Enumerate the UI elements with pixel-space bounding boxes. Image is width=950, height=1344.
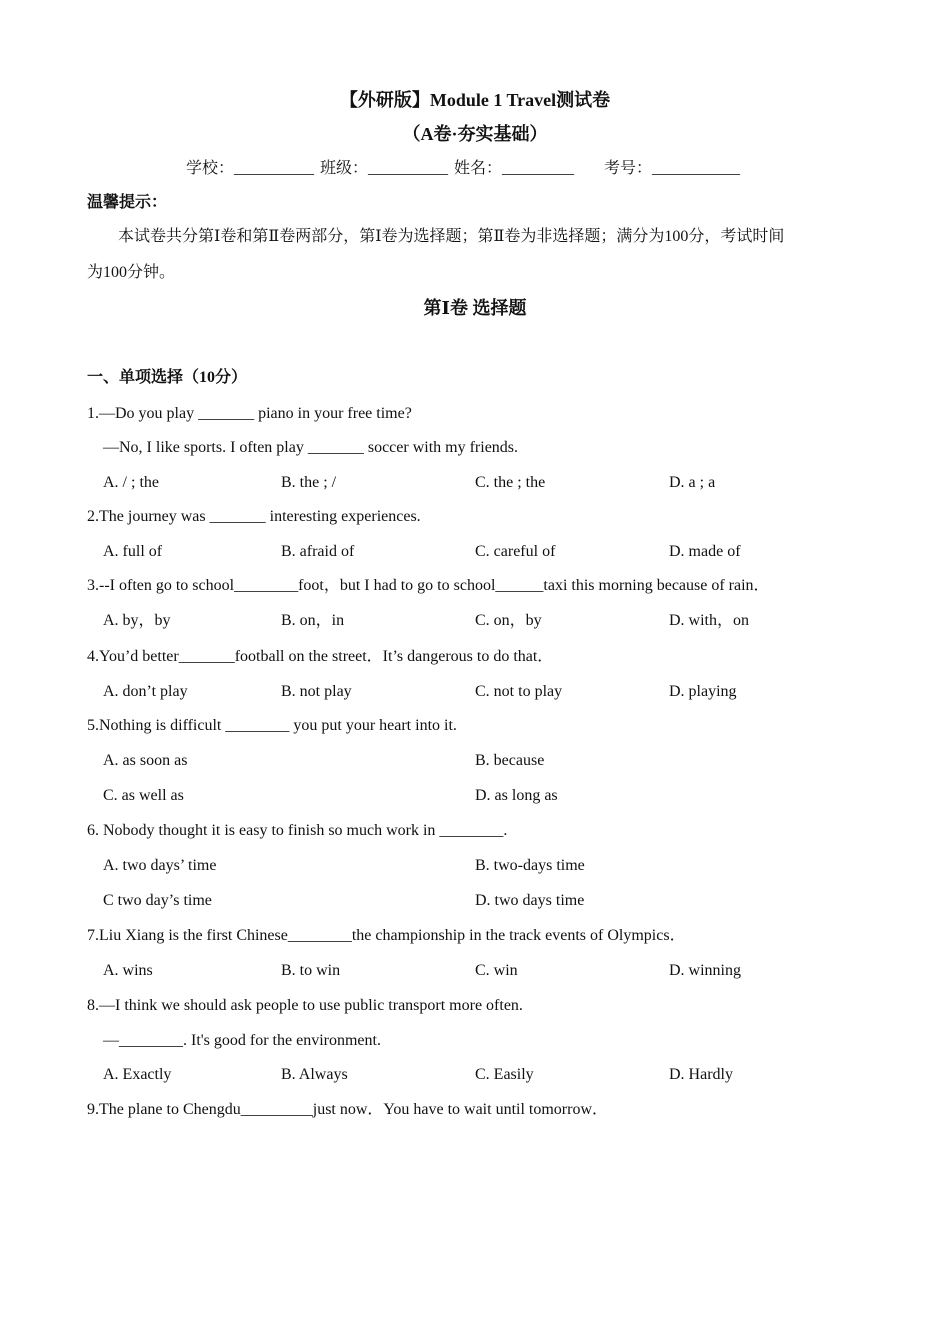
question-8-option-a[interactable]: A. Exactly xyxy=(103,1066,172,1083)
class-field: 班级：__________ xyxy=(320,160,449,177)
question-2-option-c[interactable]: C. careful of xyxy=(475,543,556,560)
page-title: 【外研版】Module 1 Travel测试卷 xyxy=(339,90,611,110)
tips-label: 温馨提示： xyxy=(87,194,168,211)
question-4-option-a[interactable]: A. don’t play xyxy=(103,683,188,700)
question-5-option-d[interactable]: D. as long as xyxy=(475,787,558,804)
question-5-option-a[interactable]: A. as soon as xyxy=(103,752,188,769)
question-3-option-d[interactable]: D. with，on xyxy=(669,612,750,629)
question-1-option-b[interactable]: B. the ; / xyxy=(281,474,337,491)
question-4-option-b[interactable]: B. not play xyxy=(281,683,352,700)
tips-text-line2: 为100分钟。 xyxy=(87,264,176,281)
question-3-stem: 3.--I often go to school________foot，but I had to go to school______taxi this morning because of rain． xyxy=(87,577,770,594)
question-7-stem: 7.Liu Xiang is the first Chinese________the championship in the track events of Olympics． xyxy=(87,927,686,944)
school-field: 学校：__________ xyxy=(186,160,315,177)
question-6-option-b[interactable]: B. two-days time xyxy=(475,857,585,874)
question-5-stem: 5.Nothing is difficult ________ you put your heart into it. xyxy=(87,717,457,734)
question-4-option-d[interactable]: D. playing xyxy=(669,683,737,700)
question-1-stem: 1.—Do you play _______ piano in your free time? xyxy=(87,405,412,422)
question-2-option-d[interactable]: D. made of xyxy=(669,543,741,560)
question-7-option-a[interactable]: A. wins xyxy=(103,962,153,979)
question-5-option-b[interactable]: B. because xyxy=(475,752,545,769)
section1-title: 一、单项选择（10分） xyxy=(87,369,248,386)
question-5-option-c[interactable]: C. as well as xyxy=(103,787,184,804)
question-8-stem: 8.—I think we should ask people to use public transport more often. xyxy=(87,997,523,1014)
question-7-option-d[interactable]: D. winning xyxy=(669,962,741,979)
question-9-stem: 9.The plane to Chengdu_________just now．You have to wait until tomorrow． xyxy=(87,1101,609,1118)
question-3-option-b[interactable]: B. on，in xyxy=(281,612,345,629)
question-1-stem-reply: —No, I like sports. I often play _______ soccer with my friends. xyxy=(103,439,519,456)
question-8-option-c[interactable]: C. Easily xyxy=(475,1066,534,1083)
question-1-option-a[interactable]: A. / ; the xyxy=(103,474,159,491)
question-8-option-d[interactable]: D. Hardly xyxy=(669,1066,733,1083)
question-3-option-a[interactable]: A. by，by xyxy=(103,612,171,629)
question-7-option-c[interactable]: C. win xyxy=(475,962,518,979)
question-6-option-d[interactable]: D. two days time xyxy=(475,892,585,909)
question-7-option-b[interactable]: B. to win xyxy=(281,962,341,979)
part1-title: 第Ⅰ卷 选择题 xyxy=(423,298,527,318)
question-6-stem: 6. Nobody thought it is easy to finish so much work in ________. xyxy=(87,822,508,839)
question-8-option-b[interactable]: B. Always xyxy=(281,1066,348,1083)
question-2-stem: 2.The journey was _______ interesting experiences. xyxy=(87,508,421,525)
question-3-option-c[interactable]: C. on，by xyxy=(475,612,542,629)
question-2-option-a[interactable]: A. full of xyxy=(103,543,163,560)
question-2-option-b[interactable]: B. afraid of xyxy=(281,543,355,560)
name-field: 姓名：_________ xyxy=(454,160,575,177)
tips-text-line1: 本试卷共分第Ⅰ卷和第Ⅱ卷两部分，第Ⅰ卷为选择题；第Ⅱ卷为非选择题；满分为100分，考试时间 xyxy=(118,228,785,245)
question-6-option-a[interactable]: A. two days’ time xyxy=(103,857,217,874)
question-8-stem-reply: —________. It's good for the environment. xyxy=(103,1032,381,1049)
question-6-option-c[interactable]: C two day’s time xyxy=(103,892,212,909)
exam-number-field: 考号：___________ xyxy=(604,160,741,177)
question-1-option-d[interactable]: D. a ; a xyxy=(669,474,716,491)
question-4-option-c[interactable]: C. not to play xyxy=(475,683,563,700)
question-4-stem: 4.You’d better_______football on the street．It’s dangerous to do that． xyxy=(87,648,554,665)
page-subtitle: （A卷·夯实基础） xyxy=(402,124,548,144)
question-1-option-c[interactable]: C. the ; the xyxy=(475,474,546,491)
